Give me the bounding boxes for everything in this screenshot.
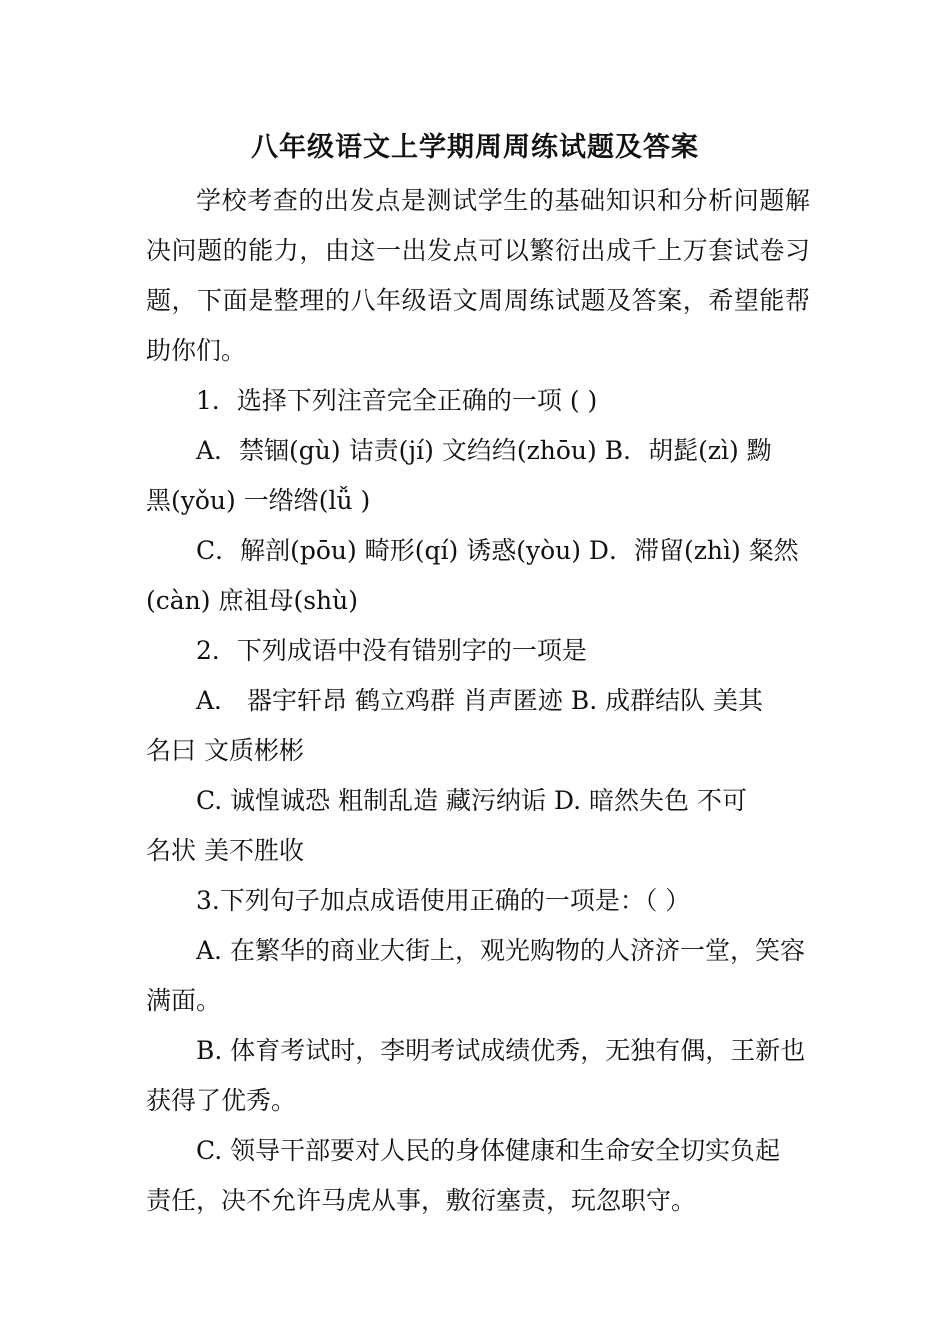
text-line: 名曰 文质彬彬	[146, 736, 304, 765]
text-line: A． 器宇轩昂 鹤立鸡群 肖声匿迹 B. 成群结队 美其	[196, 686, 764, 715]
text-line: 3.下列句子加点成语使用正确的一项是：（ ）	[196, 886, 691, 915]
text-line: A. 在繁华的商业大街上，观光购物的人济济一堂，笑容	[196, 936, 805, 965]
text-line: C. 领导干部要对人民的身体健康和生命安全切实负起	[196, 1136, 781, 1165]
text-line: C. 诚惶诚恐 粗制乱造 藏污纳诟 D. 暗然失色 不可	[196, 786, 747, 815]
text-line: B. 体育考试时，李明考试成绩优秀，无独有偶，王新也	[196, 1036, 806, 1065]
text-line: A．禁锢(gù) 诘责(jí) 文绉绉(zhōu) B．胡髭(zì) 黝	[196, 436, 772, 465]
text-line: 获得了优秀。	[146, 1086, 297, 1115]
text-line: 责任，决不允许马虎从事，敷衍塞责，玩忽职守。	[146, 1186, 697, 1215]
text-line: 2．下列成语中没有错别字的一项是	[196, 636, 587, 665]
document-title: 八年级语文上学期周周练试题及答案	[251, 132, 699, 163]
text-line: 名状 美不胜收	[146, 836, 304, 865]
text-line: 满面。	[146, 986, 222, 1015]
document-body	[146, 176, 810, 1226]
text-line: (càn) 庶祖母(shù)	[146, 586, 358, 615]
intro-paragraph: 学校考查的出发点是测试学生的基础知识和分析问题解决问题的能力，由这一出发点可以繁衍出成千上万套试卷习题，下面是整理的八年级语文周周练试题及答案，希望能帮助你们。	[146, 186, 810, 365]
text-line: 黑(yǒu) 一绺绺(lǚ )	[146, 486, 371, 515]
text-line: 1．选择下列注音完全正确的一项 ( )	[196, 386, 598, 415]
text-line: C．解剖(pōu) 畸形(qí) 诱惑(yòu) D．滞留(zhì) 粲然	[196, 536, 799, 565]
